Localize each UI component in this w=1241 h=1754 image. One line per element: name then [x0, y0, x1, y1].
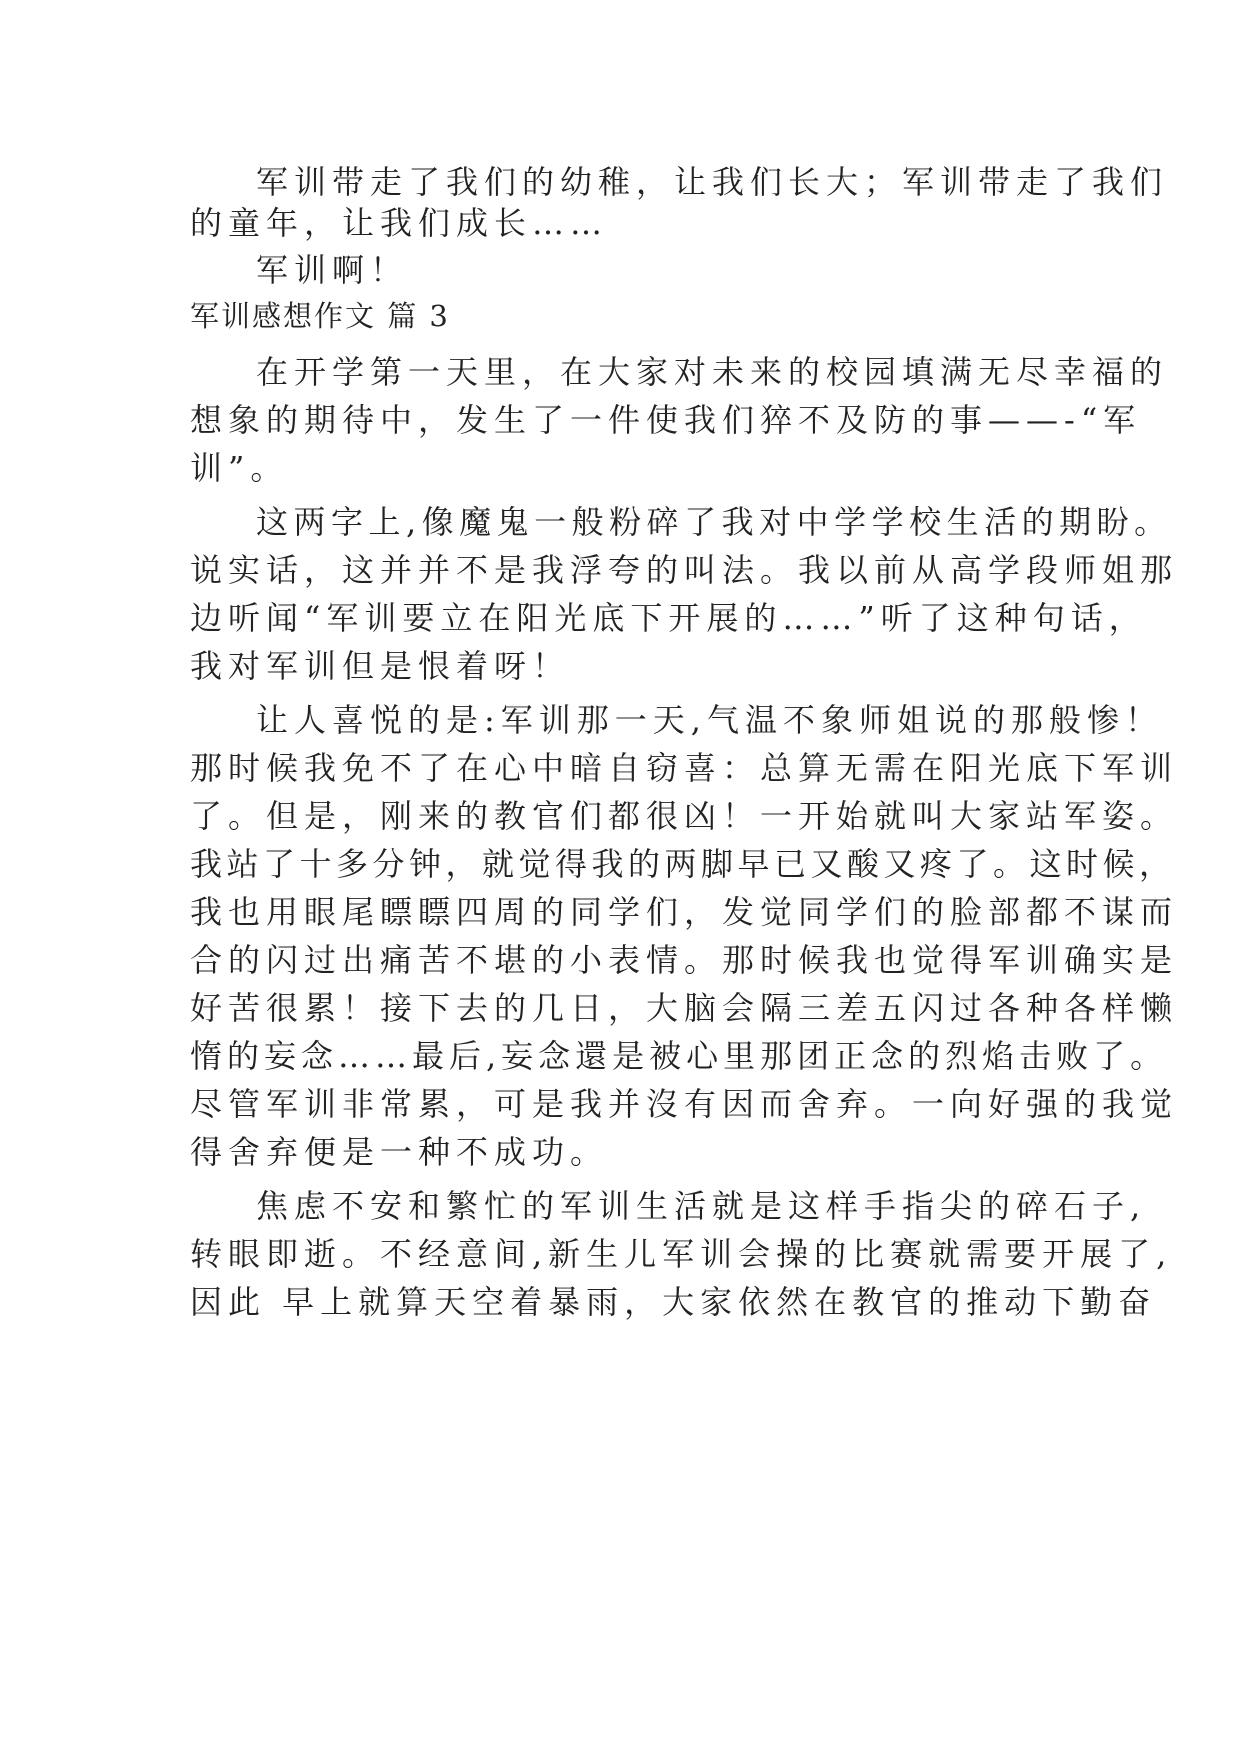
paragraph-line: 边听闻“军训要立在阳光底下开展的……”听了这种句话， — [190, 599, 1147, 637]
paragraph-line: 好苦很累！接下去的几日，大脑会隔三差五闪过各种各样懒 — [190, 989, 1179, 1027]
paragraph-line: 我也用眼尾瞟瞟四周的同学们，发觉同学们的脸部都不谋而 — [190, 893, 1179, 931]
paragraph-line: 因此 早上就算天空着暴雨，大家依然在教官的推动下勤奋 — [190, 1283, 1157, 1321]
paragraph-line: 在开学第一天里，在大家对未来的校园填满无尽幸福的 — [256, 353, 1169, 391]
paragraph-line: 说实话，这并并不是我浮夸的叫法。我以前从高学段师姐那 — [190, 551, 1179, 589]
paragraph-line: 惰的妄念……最后,妄念還是被心里那团正念的烈焰击败了。 — [190, 1037, 1168, 1075]
paragraph-line: 的童年，让我们成长…… — [190, 204, 609, 242]
paragraph-line: 训”。 — [190, 449, 289, 487]
paragraph-line: 让人喜悦的是:军训那一天,气温不象师姐说的那般惨！ — [256, 701, 1163, 739]
paragraph-line: 得舍弃便是一种不成功。 — [190, 1133, 609, 1171]
paragraph-line: 这两字上,像魔鬼一般粉碎了我对中学学校生活的期盼。 — [256, 503, 1172, 541]
paragraph-line: 想象的期待中，发生了一件使我们猝不及防的事——-“军 — [190, 401, 1142, 439]
paragraph-line: 焦虑不安和繁忙的军训生活就是这样手指尖的碎石子, — [256, 1187, 1147, 1225]
paragraph-line: 我站了十多分钟，就觉得我的两脚早已又酸又疼了。这时候， — [190, 845, 1176, 883]
paragraph-line: 转眼即逝。不经意间,新生儿军训会操的比赛就需要开展了, — [190, 1235, 1173, 1273]
paragraph-line: 军训啊！ — [256, 251, 409, 289]
paragraph-line: 尽管军训非常累，可是我并沒有因而舍弃。一向好强的我觉 — [190, 1085, 1179, 1123]
paragraph-line: 我对军训但是恨着呀！ — [190, 647, 571, 685]
paragraph-line: 那时候我免不了在心中暗自窃喜：总算无需在阳光底下军训 — [190, 749, 1179, 787]
section-heading: 军训感想作文 篇 3 — [190, 299, 450, 333]
paragraph-line: 合的闪过出痛苦不堪的小表情。那时候我也觉得军训确实是 — [190, 941, 1179, 979]
paragraph-line: 军训带走了我们的幼稚，让我们长大；军训带走了我们 — [256, 163, 1169, 201]
paragraph-line: 了。但是，刚来的教官们都很凶！一开始就叫大家站军姿。 — [190, 797, 1179, 835]
